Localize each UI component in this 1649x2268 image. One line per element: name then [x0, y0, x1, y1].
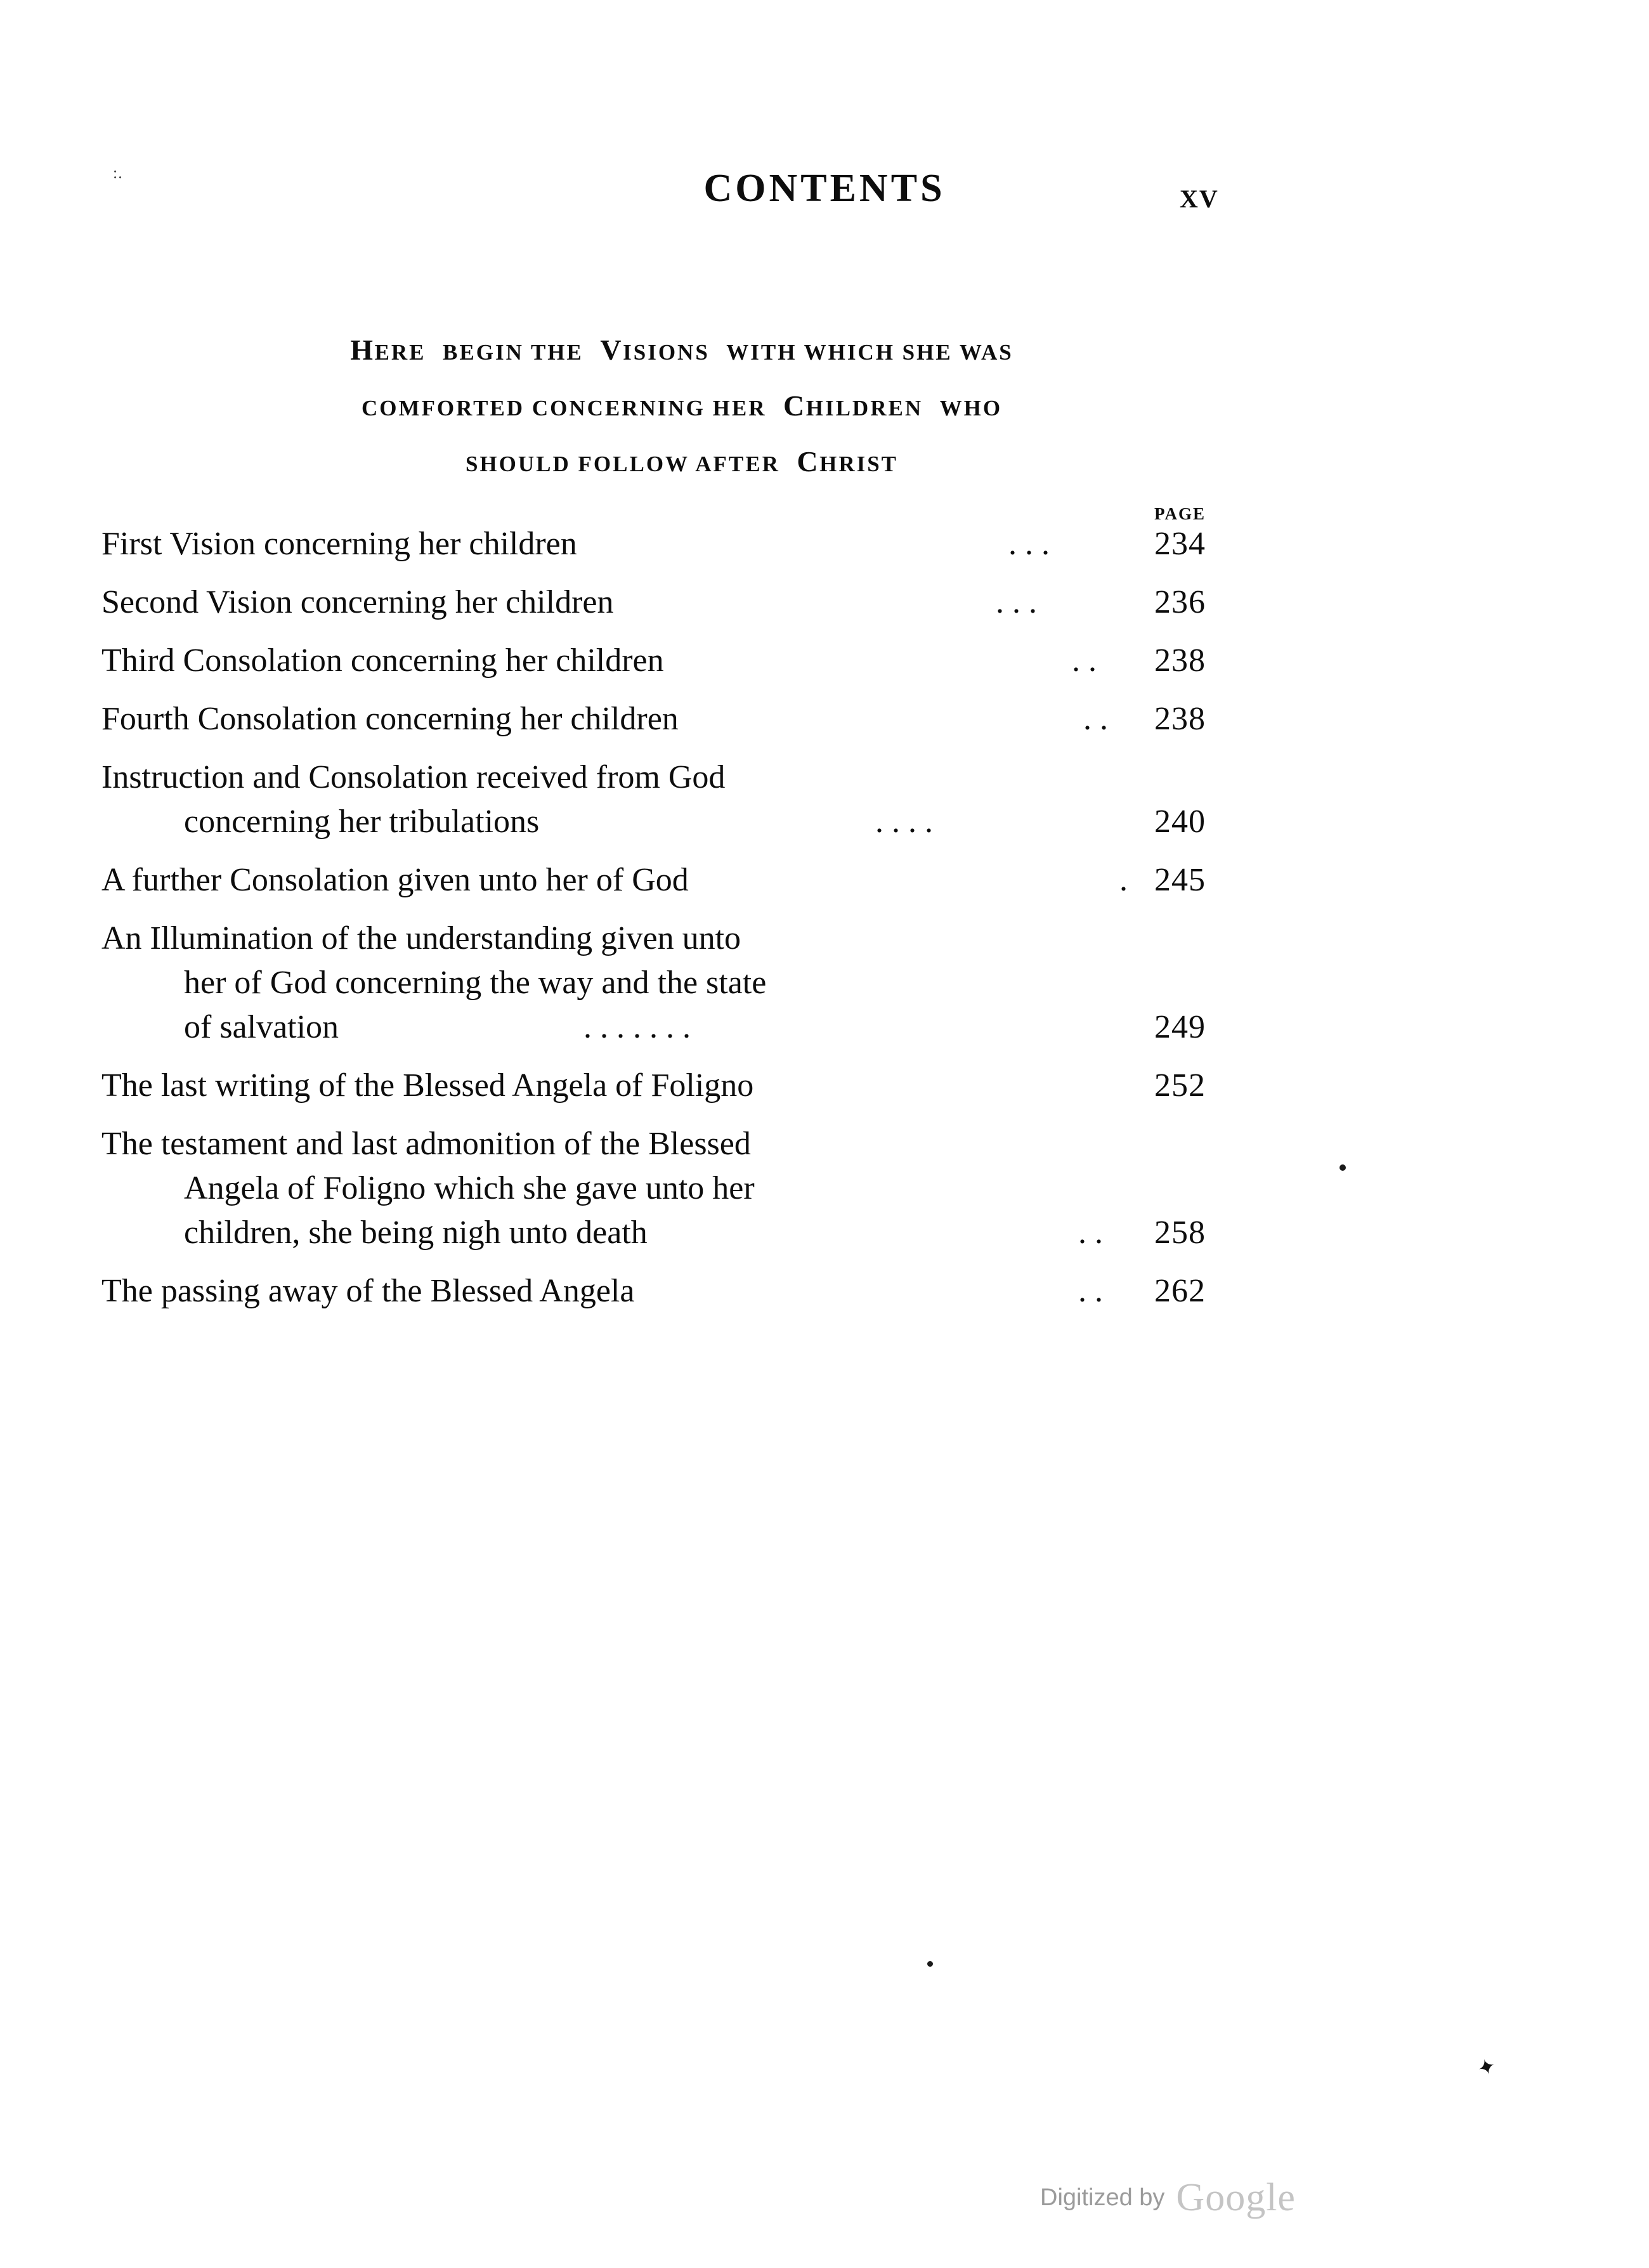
toc-entry-title: First Vision concerning her children: [101, 526, 577, 562]
heading-text: HRIST: [819, 452, 899, 476]
toc-entry-title-cont: her of God concerning the way and the state: [184, 965, 767, 1001]
toc-leaders: . . . .: [875, 804, 933, 840]
scan-artifact-dot: [1339, 1164, 1346, 1171]
section-heading-line-1: [111, 323, 1253, 379]
toc-entry[interactable]: [101, 642, 1262, 686]
running-head: [0, 166, 1649, 211]
toc-page-number: 245: [1154, 862, 1206, 898]
toc-entry-title-cont: children, she being nigh unto death: [184, 1215, 648, 1251]
toc-leaders: . . . . . . .: [583, 1009, 691, 1045]
toc-leaders: . .: [1072, 642, 1097, 679]
heading-text: SHOULD FOLLOW AFTER: [465, 452, 780, 476]
toc-page-number: 238: [1154, 701, 1206, 737]
toc-entry-title: The testament and last admonition of the Blessed: [101, 1126, 751, 1162]
toc-entry[interactable]: [101, 1272, 1262, 1317]
toc-entry-title-cont: concerning her tribulations: [184, 804, 540, 840]
toc-entry-title: A further Consolation given unto her of God: [101, 862, 689, 898]
toc-page-number: 252: [1154, 1067, 1206, 1104]
toc-entry-title: An Illumination of the understanding given unto: [101, 920, 741, 956]
heading-text: ISIONS: [623, 340, 710, 365]
toc-entry-title: Instruction and Consolation received from God: [101, 759, 726, 795]
heading-cap-h: H: [350, 334, 375, 366]
toc-page-number: 234: [1154, 526, 1206, 562]
heading-cap-c: C: [783, 389, 806, 422]
toc-entry[interactable]: [101, 525, 1262, 570]
toc-entry[interactable]: [101, 1067, 1262, 1111]
toc-entry-title-cont: Angela of Foligno which she gave unto her: [184, 1170, 755, 1206]
toc-page-number: 238: [1154, 642, 1206, 679]
toc-page-number: 262: [1154, 1273, 1206, 1309]
section-heading-line-2: [111, 379, 1253, 435]
toc-entry-title: The last writing of the Blessed Angela of Foligno: [101, 1067, 754, 1104]
toc-page-number: 258: [1154, 1215, 1206, 1251]
heading-text: COMFORTED CONCERNING HER: [361, 396, 767, 420]
column-header-page: PAGE: [1154, 504, 1206, 523]
toc-leaders: . .: [1083, 701, 1108, 737]
scan-artifact-dot: [927, 1961, 933, 1967]
toc-entry-title: Second Vision concerning her children: [101, 584, 614, 620]
toc-page-number: 236: [1154, 584, 1206, 620]
toc-entry-title: The passing away of the Blessed Angela: [101, 1273, 635, 1309]
table-of-contents: [101, 525, 1262, 1331]
heading-text: WITH WHICH SHE WAS: [726, 340, 1014, 365]
scan-artifact-flourish: ✦: [1475, 2054, 1499, 2082]
toc-entry[interactable]: [101, 1125, 1262, 1258]
toc-leaders: .: [1119, 862, 1128, 898]
digitization-watermark: [1040, 2175, 1421, 2220]
toc-leaders: . . .: [1008, 526, 1050, 562]
toc-page-number: 240: [1154, 804, 1206, 840]
heading-text: HILDREN: [805, 396, 923, 420]
digitized-by-label: Digitized by: [1040, 2184, 1165, 2211]
toc-entry[interactable]: [101, 583, 1262, 628]
google-wordmark: Google: [1176, 2176, 1296, 2219]
toc-leaders: . . .: [996, 584, 1037, 620]
heading-cap-c2: C: [797, 445, 820, 478]
toc-entry-title-cont: of salvation: [184, 1009, 339, 1045]
heading-text: ERE: [374, 340, 426, 365]
toc-entry-title: Third Consolation concerning her children: [101, 642, 664, 679]
toc-entry[interactable]: [101, 861, 1262, 906]
folio-number: XV: [1180, 185, 1219, 213]
section-heading-line-3: [111, 435, 1253, 491]
toc-page-number: 249: [1154, 1009, 1206, 1045]
toc-entry[interactable]: [101, 700, 1262, 745]
toc-entry[interactable]: [101, 759, 1262, 847]
scan-corner-mark: :.: [113, 164, 123, 182]
section-heading: [111, 323, 1253, 491]
toc-entry[interactable]: [101, 920, 1262, 1053]
page-title: CONTENTS: [703, 167, 946, 210]
heading-text: BEGIN THE: [443, 340, 583, 365]
toc-leaders: . .: [1078, 1215, 1103, 1251]
heading-text: WHO: [939, 396, 1003, 420]
toc-entry-title: Fourth Consolation concerning her children: [101, 701, 679, 737]
toc-leaders: . .: [1078, 1273, 1103, 1309]
heading-cap-v: V: [600, 334, 623, 366]
